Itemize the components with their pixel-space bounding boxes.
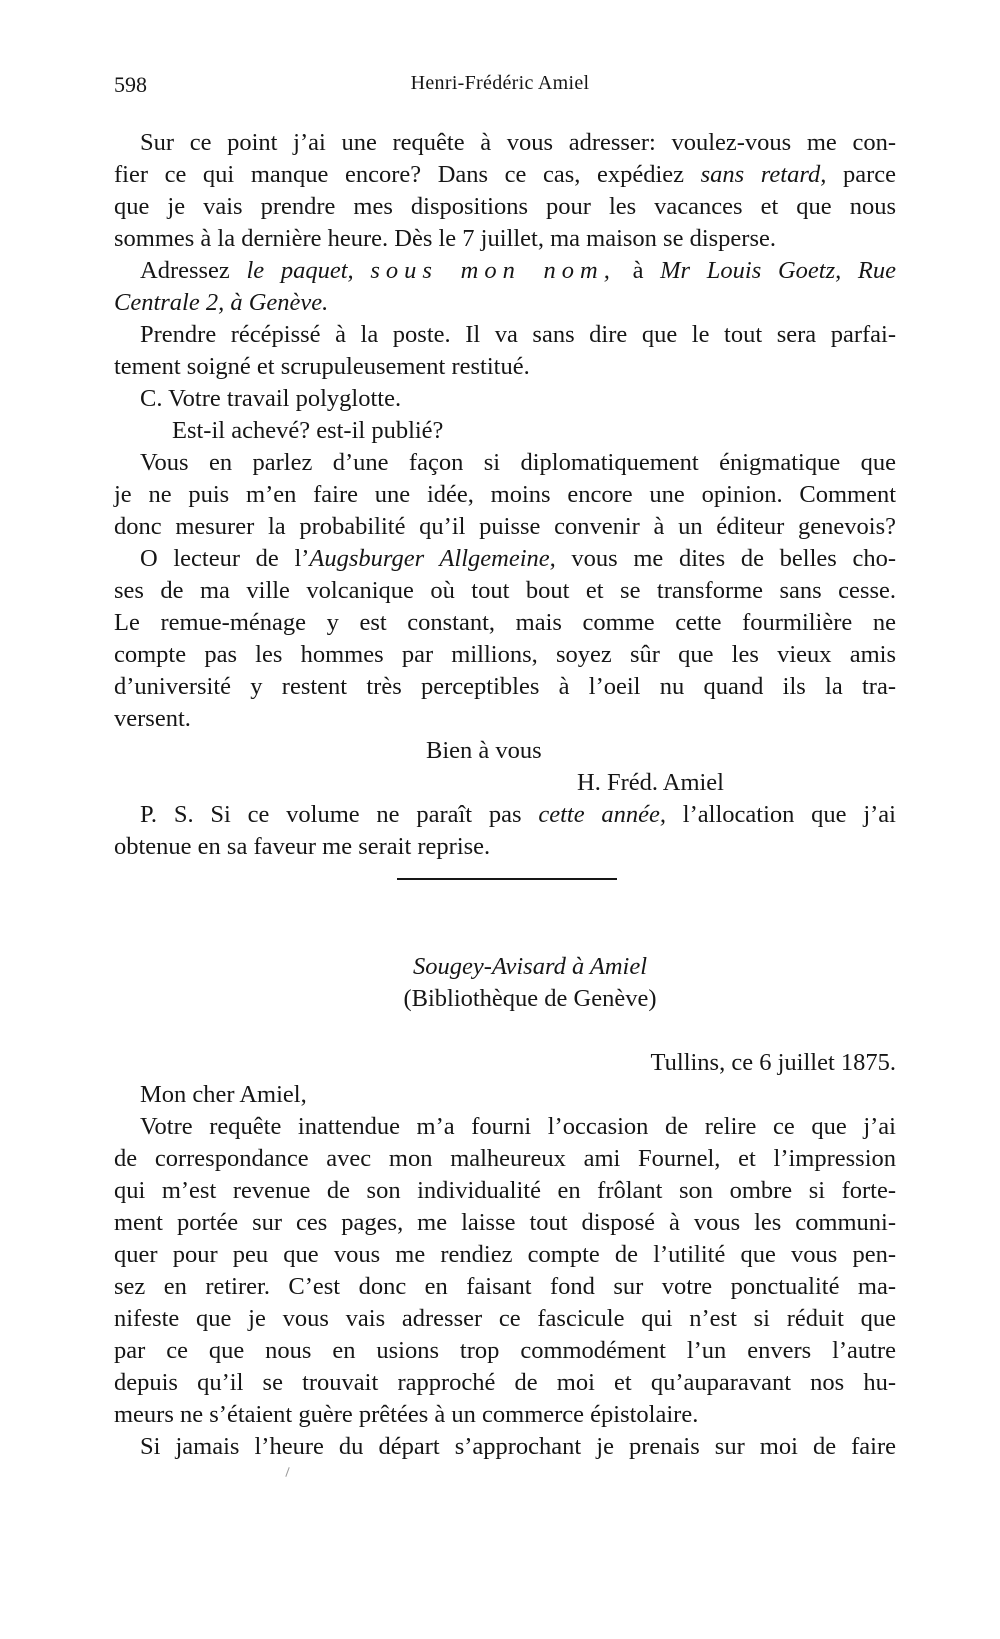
text-line: depuis qu’il se trouvait rapproché de moi et qu’auparavant nos hu- xyxy=(114,1369,896,1396)
text-line: Centrale 2, à Genève. xyxy=(114,289,329,316)
text-line: meurs ne s’étaient guère prêtées à un commerce épistolaire. xyxy=(114,1401,699,1428)
postscript-line: P. S. Si ce volume ne paraît pas cette année, l’allocation que j’ai xyxy=(140,801,896,828)
section-divider xyxy=(397,878,617,880)
text-line: je ne puis m’en faire une idée, moins encore une opinion. Comment xyxy=(114,481,896,508)
text-line: Est-il achevé? est-il publié? xyxy=(172,417,444,444)
text-line: versent. xyxy=(114,705,191,732)
letter-source: (Bibliothèque de Genève) xyxy=(403,985,657,1012)
text-line: quer pour peu que vous me rendiez compte de l’utilité que vous pen- xyxy=(114,1241,896,1268)
text-line: ses de ma ville volcanique où tout bout et se transforme sans cesse. xyxy=(114,577,896,604)
text-line: Adressez le paquet, sous mon nom, à Mr Louis Goetz, Rue xyxy=(140,257,897,284)
text-line: compte pas les hommes par millions, soyez sûr que les vieux amis xyxy=(114,641,896,668)
text-line: fier ce qui manque encore? Dans ce cas, expédiez sans retard, parce xyxy=(114,161,896,188)
text-line: Prendre récépissé à la poste. Il va sans dire que le tout sera parfai- xyxy=(140,321,896,348)
text-line: Votre requête inattendue m’a fourni l’occasion de relire ce que j’ai xyxy=(140,1113,896,1140)
text-line: Sur ce point j’ai une requête à vous adresser: voulez-vous me con- xyxy=(140,129,896,156)
text-line: que je vais prendre mes dispositions pour les vacances et que nous xyxy=(114,193,896,220)
text-line: donc mesurer la probabilité qu’il puisse convenir à un éditeur genevois? xyxy=(114,513,896,540)
scan-mark xyxy=(285,1467,289,1477)
postscript-line: obtenue en sa faveur me serait reprise. xyxy=(114,833,491,860)
text-line: ment portée sur ces pages, me laisse tout disposé à vous les communi- xyxy=(114,1209,896,1236)
signature: H. Fréd. Amiel xyxy=(577,769,724,796)
text-line: Si jamais l’heure du départ s’approchant je prenais sur moi de faire xyxy=(140,1433,896,1460)
running-title: Henri-Frédéric Amiel xyxy=(410,72,590,94)
page-number: 598 xyxy=(114,72,147,97)
place-date: Tullins, ce 6 juillet 1875. xyxy=(650,1049,896,1076)
text-line: Le remue-ménage y est constant, mais comme cette fourmilière ne xyxy=(114,609,896,636)
closing: Bien à vous xyxy=(426,737,542,764)
text-line: qui m’est revenue de son individualité en frôlant son ombre si forte- xyxy=(114,1177,896,1204)
text-line: Vous en parlez d’une façon si diplomatiquement énigmatique que xyxy=(140,449,896,476)
text-line: sommes à la dernière heure. Dès le 7 juillet, ma maison se disperse. xyxy=(114,225,776,252)
letter-heading: Sougey-Avisard à Amiel xyxy=(412,953,648,980)
text-line: C. Votre travail polyglotte. xyxy=(140,385,402,412)
salutation: Mon cher Amiel, xyxy=(140,1081,307,1108)
text-line: nifeste que je vous vais adresser ce fascicule qui n’est si réduit que xyxy=(114,1305,896,1332)
text-line: O lecteur de l’Augsburger Allgemeine, vous me dites de belles cho- xyxy=(140,545,896,572)
text-line: d’université y restent très perceptibles à l’oeil nu quand ils la tra- xyxy=(114,673,896,700)
text-line: par ce que nous en usions trop commodément l’un envers l’autre xyxy=(114,1337,896,1364)
text-line: tement soigné et scrupuleusement restitué. xyxy=(114,353,530,380)
text-line: sez en retirer. C’est donc en faisant fond sur votre ponctualité ma- xyxy=(114,1273,896,1300)
text-line: de correspondance avec mon malheureux ami Fournel, et l’impression xyxy=(114,1145,896,1172)
